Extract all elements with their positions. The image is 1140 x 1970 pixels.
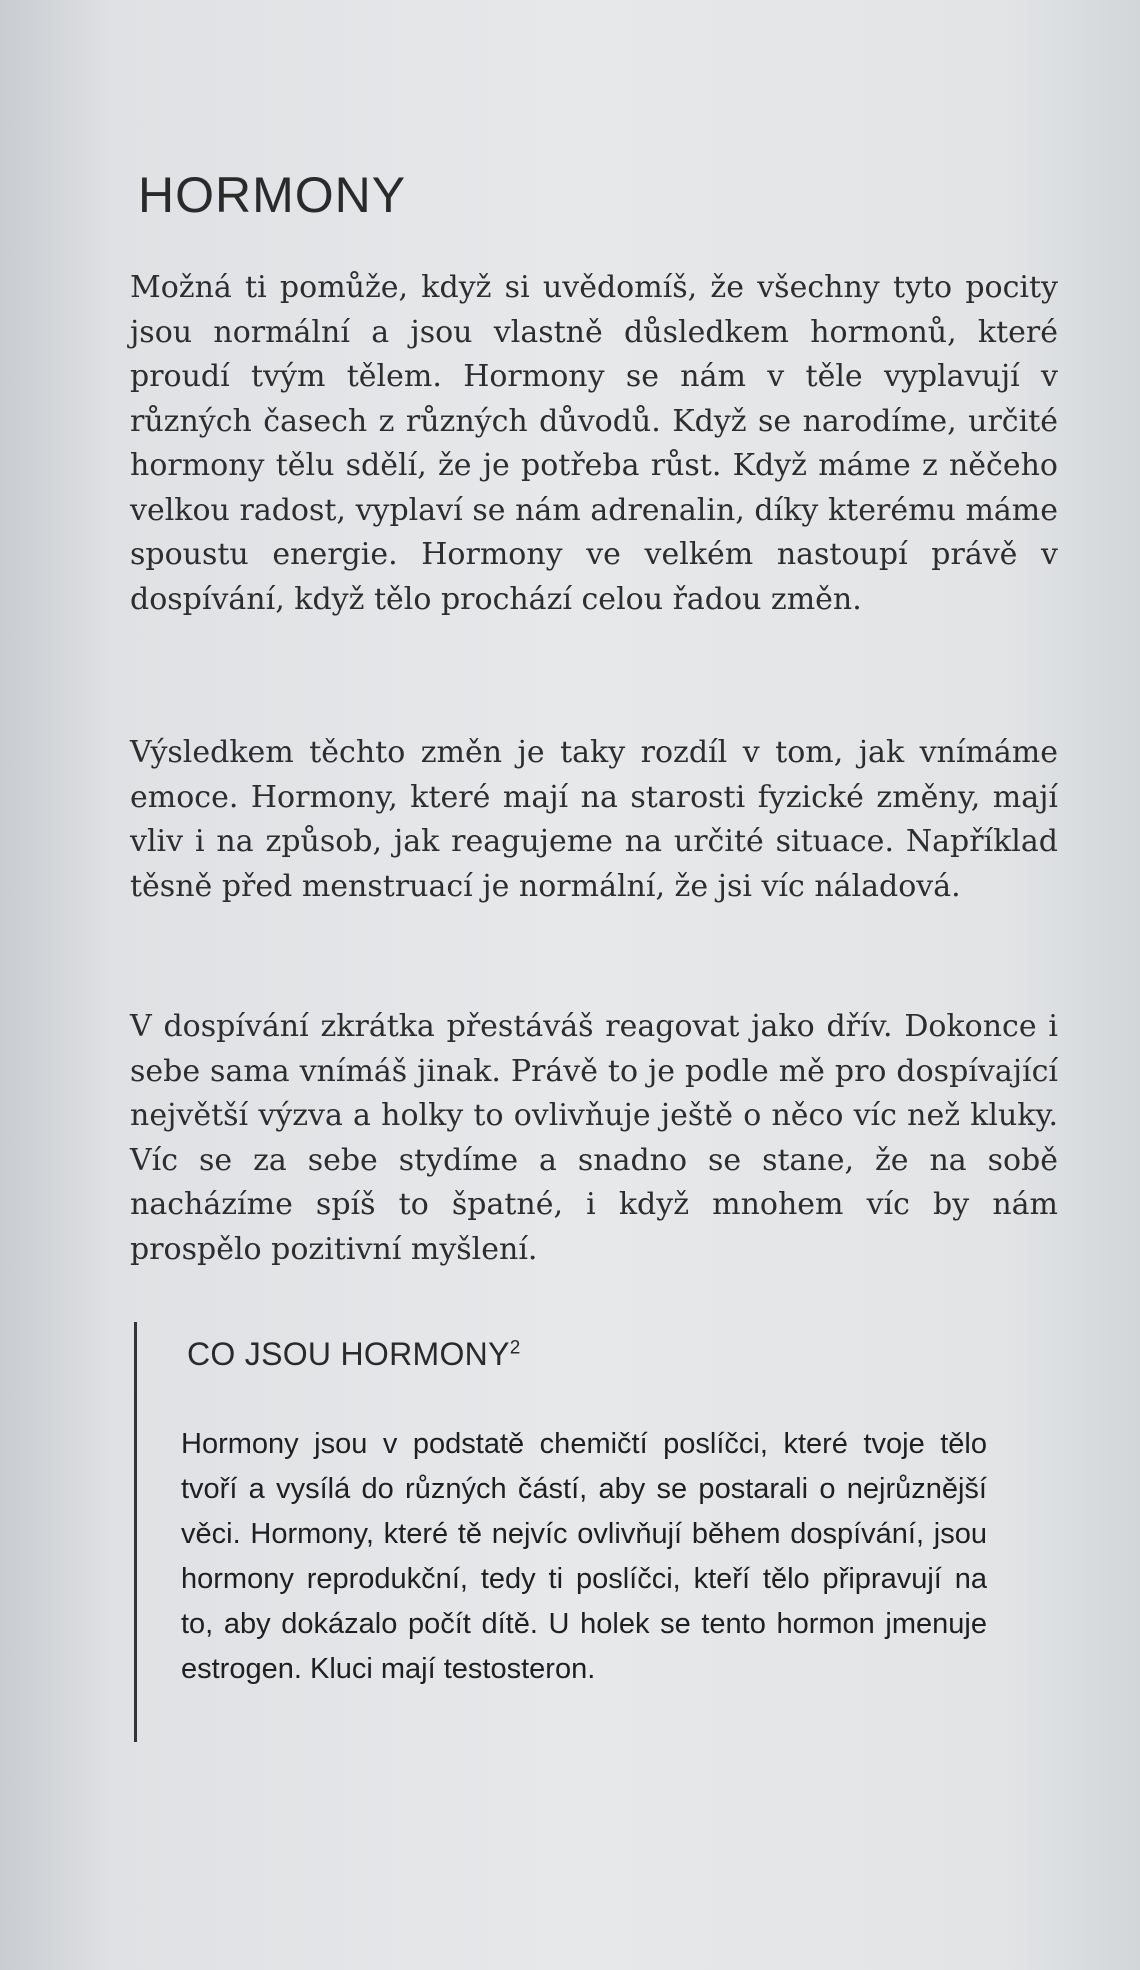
paragraph-3: V dospívání zkrátka přestáváš reagovat jako dřív. Dokonce i sebe sama vnímáš jinak. Právě to je podle mě pro dospívající největší výzva a holky to ovlivňuje ještě o něco víc než kluky. Víc se za sebe stydíme a snadno se stane, že na sobě nacházíme spíš to špatné, i když mnohem víc by nám prospělo pozitivní myšlení. [130, 1009, 1058, 1267]
info-box-title-text: CO JSOU HORMONY [187, 1336, 510, 1372]
paragraph-2: Výsledkem těchto změn je taky rozdíl v tom, jak vnímáme emoce. Hormony, které mají na starosti fyzické změny, mají vliv i na způsob, jak reagujeme na určité situace. Například těsně před menstruací je normální, že jsi víc náladová. [130, 735, 1058, 904]
footnote-marker: 2 [509, 1337, 521, 1359]
info-box-text: Hormony jsou v podstatě chemičtí poslíčci, které tvoje tělo tvoří a vysílá do různých částí, aby se postarali o nejrůznější věci. Hormony, které tě nejvíc ovlivňují během dospívání, jsou hormony reprodukční, tedy ti poslíčci, kteří tělo připravují na to, aby dokázalo počít dítě. U holek se tento hormon jmenuje estrogen. Kluci mají testosteron. [181, 1428, 987, 1685]
chapter-heading: HORMONY [138, 167, 407, 223]
info-box-title [187, 1336, 521, 1373]
info-box [134, 1322, 1007, 1742]
paragraph-1: Možná ti pomůže, když si uvědomíš, že všechny tyto pocity jsou normální a jsou vlastně důsledkem hormonů, které proudí tvým tělem. Hormony se nám v těle vyplavují v různých časech z různých důvodů. Když se narodíme, určité hormony tělu sdělí, že je potřeba růst. Když máme z něčeho velkou radost, vyplaví se nám adrenalin, díky kterému máme spoustu energie. Hormony ve velkém nastoupí právě v dospívání, když tělo prochází celou řadou změn. [130, 270, 1058, 617]
